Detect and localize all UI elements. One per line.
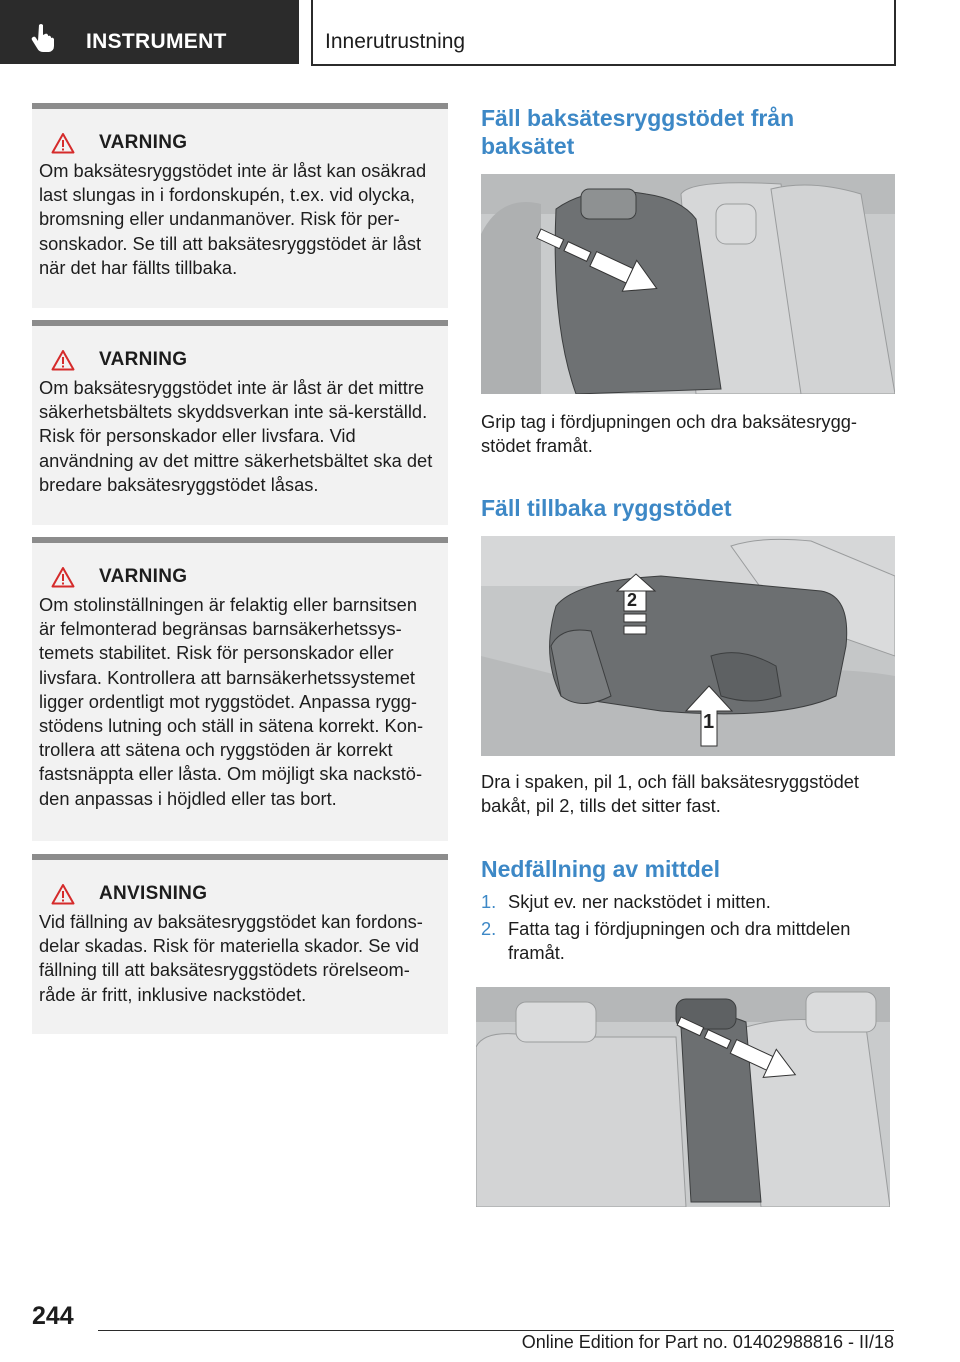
center-fold-steps: [481, 890, 891, 969]
warning-box-2: [32, 320, 448, 525]
page-number: 244: [32, 1302, 74, 1330]
fold-back-image: [481, 536, 895, 756]
instruction-fold-from-rear: Grip tag i fördjupningen och dra baksätesrygg-stödet framåt.: [481, 411, 857, 457]
step-text: Fatta tag i fördjupningen och dra mittdelen framåt.: [508, 918, 851, 964]
footer-divider: [98, 1330, 894, 1331]
list-item: [481, 890, 891, 914]
warning-title: VARNING: [99, 132, 188, 153]
callout-2: 2: [627, 590, 638, 610]
warning-box-1: [32, 103, 448, 308]
warning-text: Om baksätesryggstödet inte är låst kan osäkrad last slungas in i fordonskupén, t.ex. vid olycka, bromsning eller undanmanöver. Risk för per-sonskador. Se till att baksätesryggstödet är låst när det har fällts tillbaka.: [39, 160, 427, 278]
center-fold-image: [476, 987, 890, 1207]
instruction-fold-back: Dra i spaken, pil 1, och fäll baksätesryggstödet bakåt, pil 2, tills det sitter fast.: [481, 771, 860, 817]
callout-1: 1: [703, 711, 715, 733]
chapter-tab[interactable]: [0, 0, 299, 64]
list-item: [481, 917, 891, 965]
rear-seat-fold-image: [481, 174, 895, 394]
section-title: Innerutrustning: [325, 30, 466, 53]
warning-triangle-icon: [51, 349, 75, 371]
warning-title: VARNING: [99, 566, 188, 587]
warning-triangle-icon: [51, 566, 75, 588]
header-right-border: [894, 0, 896, 66]
chapter-tab-label: INSTRUMENT: [86, 30, 227, 53]
warning-text: Om stolinställningen är felaktig eller barnsitsen är felmonterad begränsas barnsäkerhetssys-temets stabilitet. Risk för personskador eller livsfara. Kontrollera att barnsäkerhetssystemet ligger ordentligt mot ryggstödet. Anpassa rygg-stödens lutning och ställ in sätena korrekt. Kon-trollera att sätena och ryggstöden är korrekt fastsnäppta eller låsta. Om möjligt ska nackstö-den anpassas i höjdled eller tas bort.: [39, 594, 424, 809]
warning-title: VARNING: [99, 349, 188, 370]
heading-fold-from-rear: Fäll baksätesryggstödet från baksätet: [481, 105, 795, 159]
step-text: Skjut ev. ner nackstödet i mitten.: [508, 891, 771, 912]
header-underline: [311, 64, 896, 66]
notice-triangle-icon: [51, 883, 75, 905]
hand-pointer-icon: [30, 22, 60, 52]
notice-title: ANVISNING: [99, 883, 208, 904]
warning-text: Om baksätesryggstödet inte är låst är det mittre säkerhetsbältets skyddsverkan inte sä-kerställd. Risk för personskador eller livsfara. Vid användning av det mittre säkerhetsbältet ska det bredare baksätesryggstödet låsas.: [39, 377, 433, 495]
heading-fold-back: Fäll tillbaka ryggstödet: [481, 495, 732, 521]
notice-text: Vid fällning av baksätesryggstödet kan fordons-delar skadas. Risk för materiella skador. Se vid fällning till att baksätesryggstödets rörelseom-råde är fritt, inklusive nackstödet.: [39, 911, 423, 1005]
notice-box: [32, 854, 448, 1034]
header-divider: [311, 0, 313, 66]
step-number: 1.: [481, 891, 497, 912]
warning-box-3: [32, 537, 448, 841]
step-number: 2.: [481, 918, 497, 940]
footer-edition-text: Online Edition for Part no. 01402988816 - II/18: [521, 1332, 894, 1352]
warning-triangle-icon: [51, 132, 75, 154]
heading-center-fold: Nedfällning av mittdel: [481, 856, 720, 882]
